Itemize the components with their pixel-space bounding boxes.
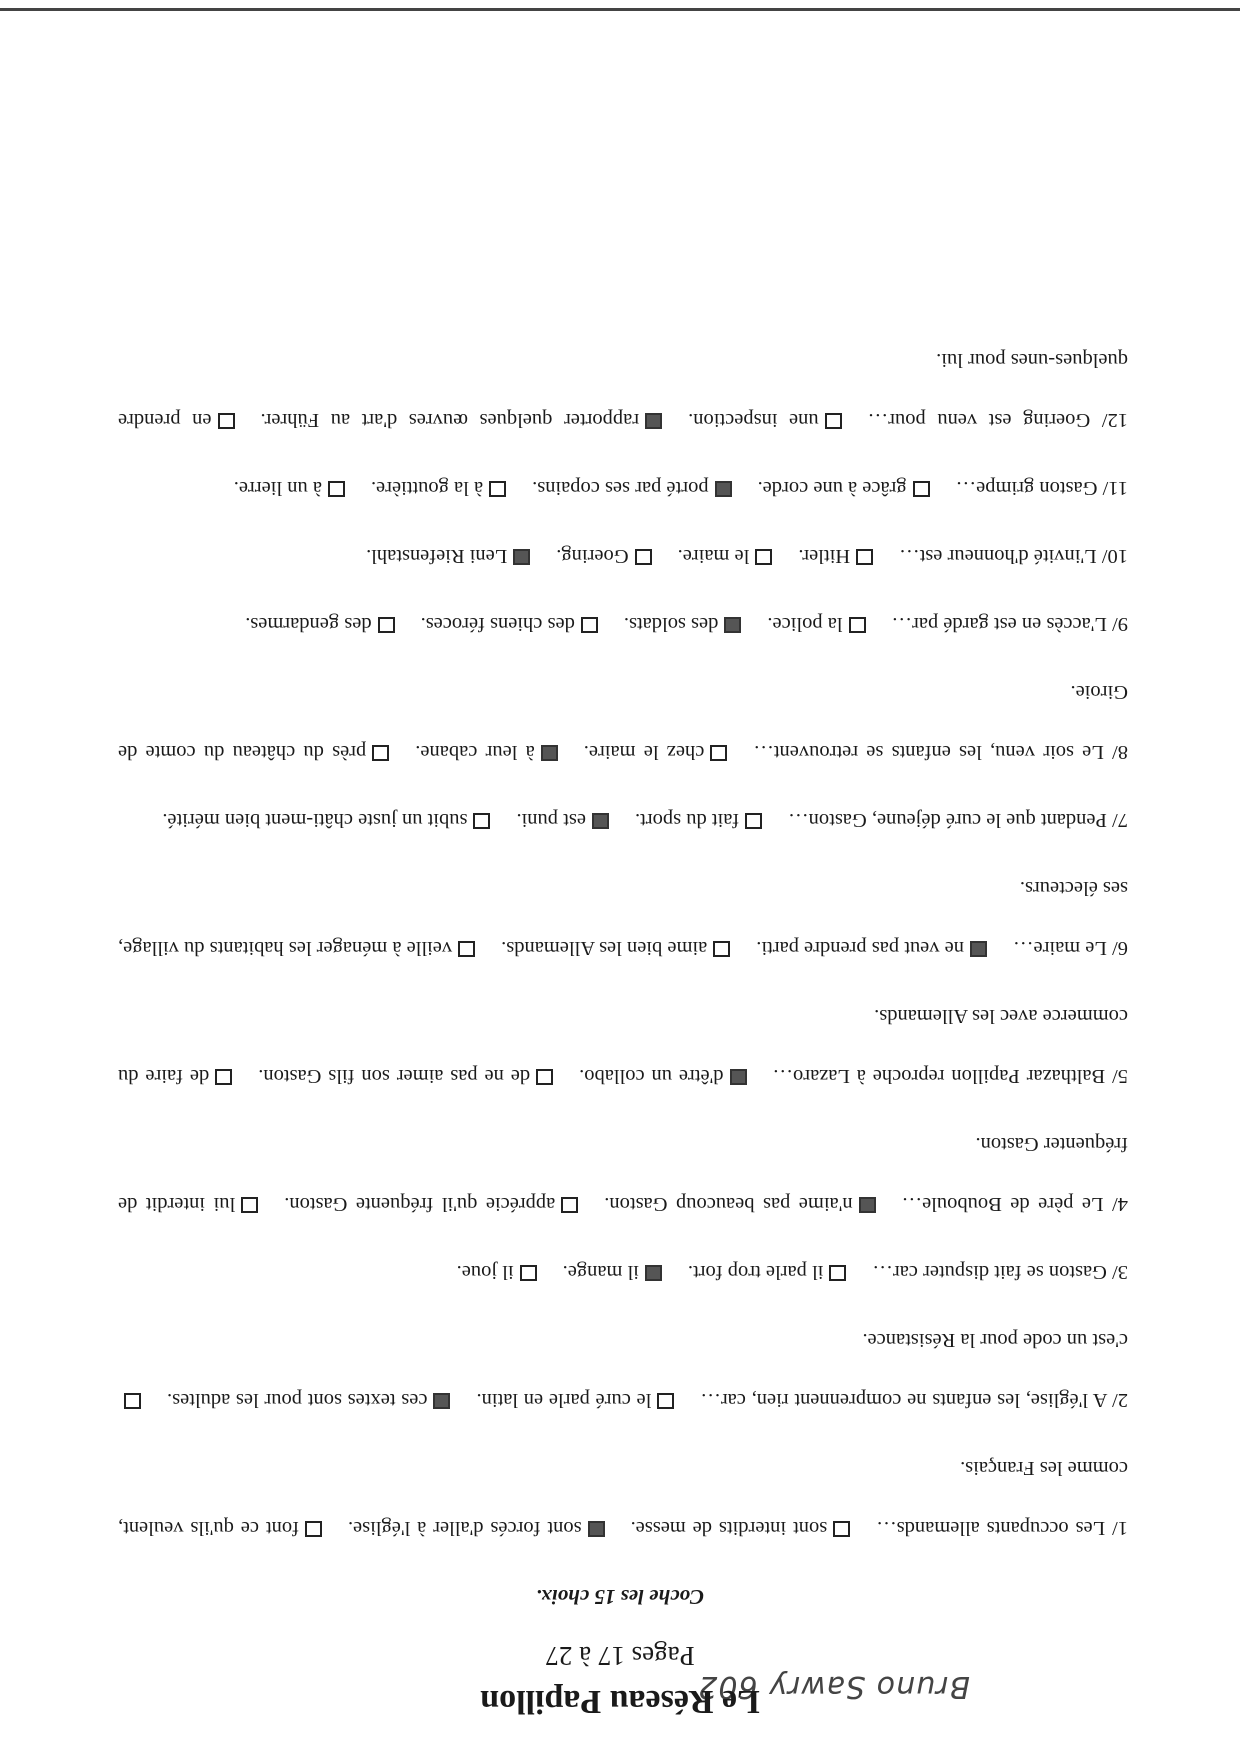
answer-option-label: près du château du comte de Giroie.	[117, 681, 1128, 763]
answer-option[interactable]	[604, 1193, 875, 1215]
answer-option-label: c'est un code pour la Résistance.	[862, 1329, 1128, 1351]
answer-option[interactable]	[457, 1261, 537, 1283]
question-prompt: 10/ L'invité d'honneur est…	[899, 545, 1128, 567]
question-7	[118, 790, 1128, 850]
checked-box-icon[interactable]	[970, 941, 987, 957]
empty-checkbox-icon[interactable]	[378, 617, 395, 633]
answer-option[interactable]	[767, 613, 865, 635]
answer-option[interactable]	[245, 613, 394, 635]
empty-checkbox-icon[interactable]	[241, 1197, 258, 1213]
answer-option[interactable]	[579, 1065, 746, 1087]
empty-checkbox-icon[interactable]	[328, 481, 345, 497]
question-10	[118, 526, 1128, 586]
empty-checkbox-icon[interactable]	[825, 413, 842, 429]
answer-option[interactable]	[798, 545, 873, 567]
answer-option-label: une inspection.	[688, 409, 819, 431]
answer-option-label: fait du sport.	[634, 809, 740, 831]
answer-option[interactable]	[162, 809, 490, 831]
answer-option-label: de ne pas aimer son fils Gaston.	[258, 1065, 531, 1087]
answer-option[interactable]	[348, 1517, 605, 1539]
checked-box-icon[interactable]	[859, 1197, 876, 1213]
empty-checkbox-icon[interactable]	[372, 745, 389, 761]
checked-box-icon[interactable]	[730, 1069, 747, 1085]
instruction-text: Coche les 15 choix.	[536, 1585, 704, 1609]
page-range: Pages 17 à 27	[545, 1641, 695, 1671]
checked-box-icon[interactable]	[433, 1393, 450, 1409]
question-2	[118, 1310, 1128, 1430]
answer-option-label: il joue.	[456, 1261, 514, 1283]
answer-option[interactable]	[234, 477, 345, 499]
question-prompt: 12/ Goering est venu pour…	[867, 409, 1128, 431]
empty-checkbox-icon[interactable]	[536, 1069, 553, 1085]
answer-option-label: ces textes sont pour les adultes.	[167, 1389, 428, 1411]
answer-option-label: d'être un collabo.	[579, 1065, 724, 1087]
answer-option-label: grâce à une corde.	[757, 477, 907, 499]
empty-checkbox-icon[interactable]	[657, 1393, 674, 1409]
empty-checkbox-icon[interactable]	[745, 813, 762, 829]
answer-option-label: de faire du commerce avec les Allemands.	[118, 1005, 1128, 1087]
answer-option-label: la police.	[767, 613, 843, 635]
answer-option-label: lui interdit de fréquenter Gaston.	[118, 1133, 1128, 1215]
question-prompt: 4/ Le père de Bouboule…	[901, 1193, 1128, 1215]
question-8	[118, 662, 1128, 782]
empty-checkbox-icon[interactable]	[458, 941, 475, 957]
question-3	[118, 1242, 1128, 1302]
answer-option[interactable]	[366, 545, 530, 567]
question-prompt: 2/ A l'église, les enfants ne comprennent rien, car…	[700, 1389, 1128, 1411]
scan-edge-line	[0, 8, 1240, 11]
empty-checkbox-icon[interactable]	[561, 1197, 578, 1213]
checked-box-icon[interactable]	[645, 1265, 662, 1281]
empty-checkbox-icon[interactable]	[829, 1265, 846, 1281]
question-prompt: 3/ Gaston se fait disputer car…	[872, 1261, 1128, 1283]
question-prompt: 7/ Pendant que le curé déjeune, Gaston…	[788, 809, 1128, 831]
checked-box-icon[interactable]	[645, 413, 662, 429]
answer-option-label: n'aime pas beaucoup Gaston.	[604, 1193, 853, 1215]
answer-option[interactable]	[516, 809, 608, 831]
checked-box-icon[interactable]	[715, 481, 732, 497]
checked-box-icon[interactable]	[592, 813, 609, 829]
handwritten-name: Bruno Sawry 602	[697, 1669, 970, 1704]
empty-checkbox-icon[interactable]	[124, 1393, 141, 1409]
answer-option-label: le maire.	[677, 545, 750, 567]
answer-option-label: Hitler.	[798, 545, 851, 567]
answer-option[interactable]	[261, 409, 663, 431]
checked-box-icon[interactable]	[541, 745, 558, 761]
answer-option[interactable]	[563, 1261, 662, 1283]
answer-option[interactable]	[501, 937, 730, 959]
empty-checkbox-icon[interactable]	[856, 549, 873, 565]
answer-option-label: Leni Riefenstahl.	[366, 545, 508, 567]
answer-option-label: à un lierre.	[233, 477, 322, 499]
answer-option[interactable]	[758, 477, 930, 499]
question-prompt: 11/ Gaston grimpe…	[955, 477, 1128, 499]
checked-box-icon[interactable]	[588, 1521, 605, 1537]
answer-option[interactable]	[167, 1389, 450, 1411]
answer-option-label: est puni.	[516, 809, 586, 831]
answer-option-label: ne veut pas prendre parti.	[756, 937, 965, 959]
checked-box-icon[interactable]	[724, 617, 741, 633]
empty-checkbox-icon[interactable]	[581, 617, 598, 633]
answer-option[interactable]	[421, 613, 598, 635]
empty-checkbox-icon[interactable]	[913, 481, 930, 497]
question-6	[118, 858, 1128, 978]
answer-option-label: en prendre quelques-unes pour lui.	[118, 349, 1128, 431]
answer-option-label: des soldats.	[623, 613, 719, 635]
worksheet-title: Le Réseau Papillon	[480, 1683, 760, 1720]
answer-option[interactable]	[258, 1065, 553, 1087]
answer-option-label: aime bien les Allemands.	[501, 937, 708, 959]
question-prompt: 9/ L'accès en est gardé par…	[891, 613, 1128, 635]
question-4	[118, 1114, 1128, 1234]
answer-option-label: veille à ménager les habitants du village, ses électeurs.	[118, 877, 1128, 959]
answer-option-label: le curé parle en latin.	[476, 1389, 652, 1411]
answer-option[interactable]	[371, 477, 506, 499]
answer-option[interactable]	[284, 1193, 578, 1215]
empty-checkbox-icon[interactable]	[710, 745, 727, 761]
question-1	[118, 1438, 1128, 1558]
answer-option-label: sont forcés d'aller à l'église.	[347, 1517, 582, 1539]
empty-checkbox-icon[interactable]	[473, 813, 490, 829]
answer-option[interactable]	[631, 1517, 851, 1539]
answer-option[interactable]	[756, 937, 987, 959]
answer-option[interactable]	[635, 809, 762, 831]
answer-option-label: des gendarmes.	[245, 613, 372, 635]
checked-box-icon[interactable]	[513, 549, 530, 565]
answer-option-label: chez le maire.	[583, 741, 705, 763]
answer-option-label: à leur cabane.	[415, 741, 535, 763]
question-11	[118, 458, 1128, 518]
answer-option[interactable]	[688, 1261, 846, 1283]
empty-checkbox-icon[interactable]	[833, 1521, 850, 1537]
empty-checkbox-icon[interactable]	[305, 1521, 322, 1537]
answer-option-label: porté par ses copains.	[532, 477, 709, 499]
answer-option[interactable]	[476, 1389, 674, 1411]
answer-option[interactable]	[532, 477, 731, 499]
answer-option-label: subit un juste châti-ment bien mérité.	[162, 809, 468, 831]
question-12	[118, 330, 1128, 450]
empty-checkbox-icon[interactable]	[215, 1069, 232, 1085]
answer-option-label: rapporter quelques œuvres d'art au Führer.	[260, 409, 640, 431]
question-5	[118, 986, 1128, 1106]
question-list	[118, 322, 1128, 1558]
answer-option-label: font ce qu'ils veulent, comme les Français.	[118, 1457, 1128, 1539]
empty-checkbox-icon[interactable]	[489, 481, 506, 497]
empty-checkbox-icon[interactable]	[218, 413, 235, 429]
answer-option[interactable]	[678, 545, 773, 567]
question-prompt: 8/ Le soir venu, les enfants se retrouvent…	[753, 741, 1128, 763]
answer-option[interactable]	[688, 409, 842, 431]
answer-option-label: il parle trop fort.	[687, 1261, 824, 1283]
answer-option[interactable]	[584, 741, 728, 763]
answer-option[interactable]	[415, 741, 557, 763]
answer-option-label: apprécie qu'il fréquente Gaston.	[284, 1193, 556, 1215]
question-prompt: 6/ Le maire…	[1013, 937, 1128, 959]
answer-option-label: des chiens féroces.	[420, 613, 575, 635]
empty-checkbox-icon[interactable]	[755, 549, 772, 565]
question-prompt: 1/ Les occupants allemands…	[876, 1517, 1128, 1539]
question-prompt: 5/ Balthazar Papillon reproche à Lazaro…	[772, 1065, 1128, 1087]
empty-checkbox-icon[interactable]	[520, 1265, 537, 1281]
answer-option-label: à la gouttière.	[370, 477, 484, 499]
answer-option-label: sont interdits de messe.	[630, 1517, 828, 1539]
answer-option[interactable]	[556, 545, 651, 567]
answer-option-label: Goering.	[556, 545, 629, 567]
empty-checkbox-icon[interactable]	[713, 941, 730, 957]
empty-checkbox-icon[interactable]	[849, 617, 866, 633]
empty-checkbox-icon[interactable]	[635, 549, 652, 565]
answer-option-label: il mange.	[562, 1261, 639, 1283]
question-9	[118, 594, 1128, 654]
answer-option[interactable]	[624, 613, 742, 635]
